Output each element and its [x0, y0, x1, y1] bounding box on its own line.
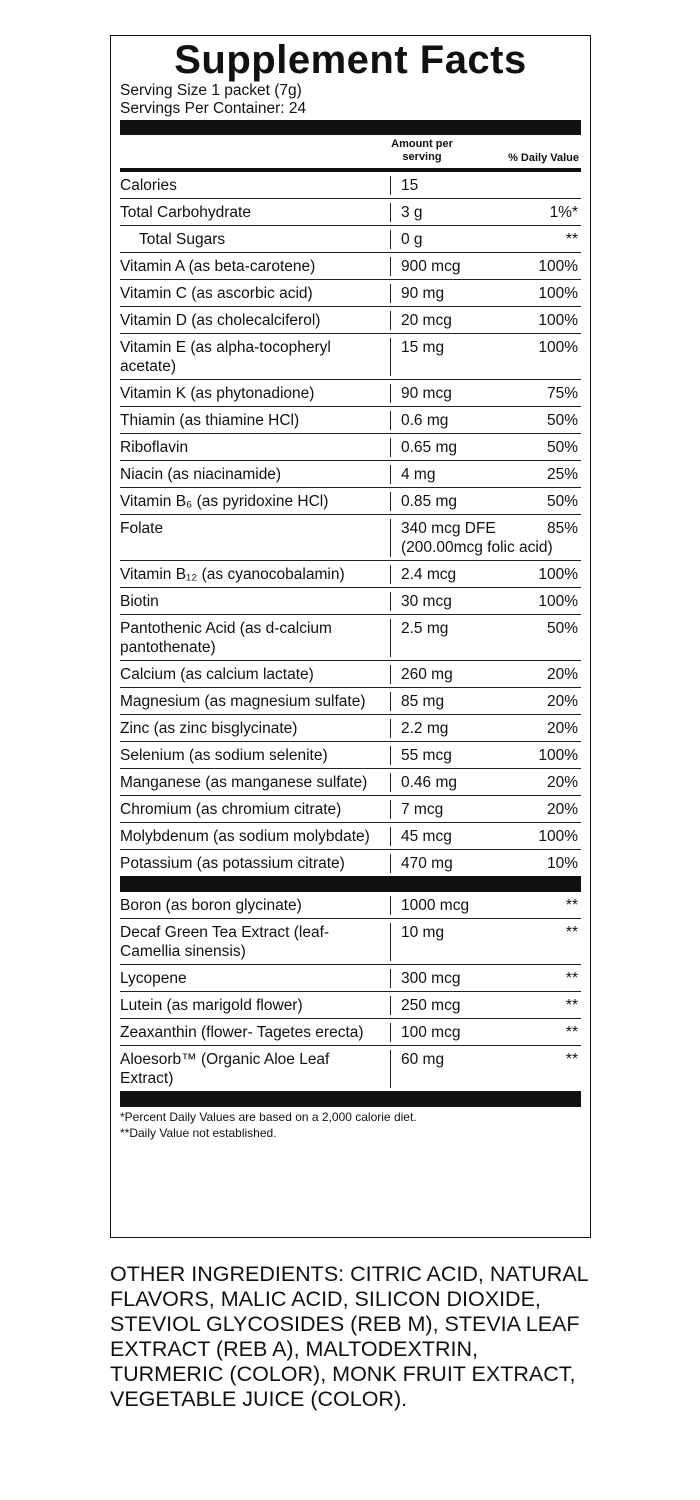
table-row [120, 919, 581, 965]
table-row [120, 561, 581, 588]
amount-cell [390, 896, 581, 915]
amount-cell [390, 827, 581, 846]
amount-value: 2.5 mg [401, 620, 449, 637]
nutrient-name: Niacin (as niacinamide) [120, 466, 282, 483]
nutrient-name: Biotin [120, 593, 159, 610]
amount-value: 15 mg [401, 339, 445, 356]
table-row [120, 992, 581, 1019]
nutrient-name: Vitamin E (as alpha-tocopheryl acetate) [120, 339, 331, 375]
amount-value: 100 mcg [401, 1024, 461, 1041]
table-row [120, 661, 581, 688]
daily-value: 85% [546, 520, 578, 537]
nutrient-name: Lutein (as marigold flower) [120, 997, 303, 1014]
nutrient-name: Riboflavin [120, 439, 189, 456]
nutrient-name: Manganese (as manganese sulfate) [120, 774, 368, 791]
amount-value: 0.65 mg [401, 439, 458, 456]
daily-value: 100% [538, 747, 578, 764]
amount-cell [390, 800, 581, 819]
amount-cell [390, 1050, 581, 1088]
amount-value: 90 mg [401, 285, 445, 302]
table-row [120, 334, 581, 380]
daily-value: 50% [546, 620, 578, 637]
amount-value: 900 mcg [401, 258, 461, 275]
other-ingredient-table [120, 892, 581, 1091]
amount-value: 30 mcg [401, 593, 452, 610]
amount-cell [390, 519, 581, 557]
daily-value: 20% [546, 801, 578, 818]
table-row [120, 199, 581, 226]
footnote-not-established: **Daily Value not established. [120, 1126, 277, 1140]
daily-value: 100% [538, 285, 578, 302]
amount-value: 0.85 mg [401, 493, 458, 510]
nutrient-table [120, 172, 581, 876]
table-row [120, 615, 581, 661]
table-row [120, 253, 581, 280]
amount-value: 300 mcg [401, 970, 461, 987]
amount-cell [390, 311, 581, 330]
column-header [120, 135, 581, 168]
amount-cell [390, 230, 581, 249]
amount-value: 1000 mcg [401, 897, 470, 914]
daily-value: 100% [538, 339, 578, 356]
amount-value: 0.46 mg [401, 774, 458, 791]
amount-value: 45 mcg [401, 828, 452, 845]
nutrient-name: Potassium (as potassium citrate) [120, 855, 345, 872]
amount-cell [390, 923, 581, 961]
amount-cell [390, 692, 581, 711]
nutrient-name: Lycopene [120, 970, 187, 987]
amount-cell [390, 1023, 581, 1042]
table-row [120, 461, 581, 488]
amount-cell [390, 619, 581, 657]
footnote-daily-value: *Percent Daily Values are based on a 2,000 calorie diet. [120, 1110, 417, 1124]
amount-value: 60 mg [401, 1051, 445, 1068]
amount-value: 2.2 mg [401, 720, 449, 737]
serving-size: Serving Size 1 packet (7g) [120, 82, 302, 99]
nutrient-name: Decaf Green Tea Extract (leaf-Camellia sinensis) [120, 924, 330, 960]
amount-cell [390, 719, 581, 738]
nutrient-name: Vitamin C (as ascorbic acid) [120, 285, 313, 302]
amount-value: 20 mcg [401, 312, 452, 329]
nutrient-name: Folate [120, 520, 164, 537]
table-row [120, 226, 581, 253]
nutrient-name: Vitamin K (as phytonadione) [120, 385, 315, 402]
amount-cell [390, 338, 581, 376]
footnotes [120, 1107, 581, 1141]
daily-value: 75% [546, 385, 578, 402]
nutrient-name: Calcium (as calcium lactate) [120, 666, 314, 683]
daily-value: 10% [546, 855, 578, 872]
daily-value: 25% [546, 466, 578, 483]
daily-value: ** [565, 1024, 578, 1041]
daily-value: 100% [538, 312, 578, 329]
amount-cell [390, 854, 581, 873]
daily-value: 20% [546, 693, 578, 710]
daily-value: ** [565, 924, 578, 941]
amount-cell [390, 565, 581, 584]
amount-cell [390, 969, 581, 988]
table-row [120, 588, 581, 615]
table-row [120, 515, 581, 561]
servings-per-container: Servings Per Container: 24 [120, 100, 307, 117]
amount-cell [390, 492, 581, 511]
header-divider-bar [120, 120, 581, 135]
amount-value: 0.6 mg [401, 412, 449, 429]
daily-value: ** [565, 970, 578, 987]
daily-value: 50% [546, 439, 578, 456]
nutrient-name: Chromium (as chromium citrate) [120, 801, 342, 818]
nutrient-name: Thiamin (as thiamine HCl) [120, 412, 300, 429]
amount-value: 0 g [401, 231, 423, 248]
amount-value: 260 mg [401, 666, 453, 683]
amount-value: 250 mcg [401, 997, 461, 1014]
amount-cell [390, 438, 581, 457]
table-row [120, 850, 581, 876]
amount-value: 470 mg [401, 855, 453, 872]
daily-value: 1%* [549, 204, 578, 221]
table-row [120, 488, 581, 515]
nutrient-name: Total Sugars [139, 231, 226, 248]
amount-value: 90 mcg [401, 385, 452, 402]
table-row [120, 280, 581, 307]
nutrient-name: Molybdenum (as sodium molybdate) [120, 828, 370, 845]
daily-value: ** [565, 231, 578, 248]
daily-value: 20% [546, 774, 578, 791]
nutrient-name: Magnesium (as magnesium sulfate) [120, 693, 366, 710]
panel-title: Supplement Facts [174, 38, 527, 82]
nutrient-name: Vitamin D (as cholecalciferol) [120, 312, 321, 329]
nutrient-name: Vitamin B₁₂ (as cyanocobalamin) [120, 566, 345, 583]
nutrient-name: Vitamin B₆ (as pyridoxine HCl) [120, 493, 329, 510]
table-row [120, 1046, 581, 1091]
table-row [120, 796, 581, 823]
daily-value: 100% [538, 566, 578, 583]
amount-per-serving-header: Amount per serving [391, 138, 453, 163]
nutrient-name: Total Carbohydrate [120, 204, 251, 221]
section-divider-bar [120, 876, 581, 892]
daily-value-header: % Daily Value [508, 152, 579, 164]
daily-value [508, 176, 581, 195]
amount-cell [390, 257, 581, 276]
amount-cell [390, 996, 581, 1015]
table-row [120, 769, 581, 796]
table-row [120, 1019, 581, 1046]
amount-value: 3 g [401, 204, 423, 221]
nutrient-name: Boron (as boron glycinate) [120, 897, 302, 914]
daily-value: 100% [538, 828, 578, 845]
amount-value: 15 [401, 177, 419, 194]
daily-value: 50% [546, 493, 578, 510]
daily-value: 100% [538, 593, 578, 610]
nutrient-name: Zeaxanthin (flower- Tagetes erecta) [120, 1024, 364, 1041]
daily-value: ** [565, 997, 578, 1014]
amount-value: 2.4 mcg [401, 566, 457, 583]
amount-cell [390, 411, 581, 430]
nutrient-name: Zinc (as zinc bisglycinate) [120, 720, 298, 737]
amount-cell [390, 592, 581, 611]
daily-value: 20% [546, 666, 578, 683]
amount-value: 85 mg [401, 693, 445, 710]
daily-value: ** [565, 897, 578, 914]
amount-cell [390, 465, 581, 484]
amount-value: 55 mcg [401, 747, 452, 764]
amount-cell [390, 665, 581, 684]
table-row [120, 742, 581, 769]
table-row [120, 307, 581, 334]
amount-value: 10 mg [401, 924, 445, 941]
amount-cell [390, 203, 581, 222]
table-row [120, 965, 581, 992]
table-row [120, 823, 581, 850]
table-row [120, 434, 581, 461]
nutrient-name: Calories [120, 177, 177, 194]
table-row [120, 892, 581, 919]
supplement-facts-panel [110, 35, 591, 1238]
amount-cell [390, 746, 581, 765]
nutrient-name: Vitamin A (as beta-carotene) [120, 258, 316, 275]
amount-cell [390, 773, 581, 792]
table-row [120, 688, 581, 715]
amount-value: 340 mcg DFE [401, 520, 496, 537]
table-row [120, 715, 581, 742]
daily-value: 100% [538, 258, 578, 275]
daily-value: 50% [546, 412, 578, 429]
table-row [120, 407, 581, 434]
table-row [120, 380, 581, 407]
amount-cell [390, 176, 581, 195]
amount-cell [390, 384, 581, 403]
daily-value: 20% [546, 720, 578, 737]
amount-cell [390, 284, 581, 303]
table-row [120, 172, 581, 199]
nutrient-name: Selenium (as sodium selenite) [120, 747, 328, 764]
amount-value: 4 mg [401, 466, 436, 483]
nutrient-name: Aloesorb™ (Organic Aloe Leaf Extract) [120, 1051, 330, 1087]
nutrient-name: Pantothenic Acid (as d-calcium pantothenate) [120, 620, 332, 656]
footer-divider-bar [120, 1091, 581, 1107]
amount-value: 7 mcg [401, 801, 444, 818]
daily-value: ** [565, 1051, 578, 1068]
amount-subnote: (200.00mcg folic acid) [401, 539, 553, 556]
other-ingredients: OTHER INGREDIENTS: CITRIC ACID, NATURAL FLAVORS, MALIC ACID, SILICON DIOXIDE, STEVIOL GLYCOSIDES (REB M), STEVIA LEAF EXTRACT (REB A), MALTODEXTRIN, TURMERIC (COLOR), MONK FRUIT EXTRACT, VEGETABLE JUICE (COLOR). [110, 1262, 588, 1411]
